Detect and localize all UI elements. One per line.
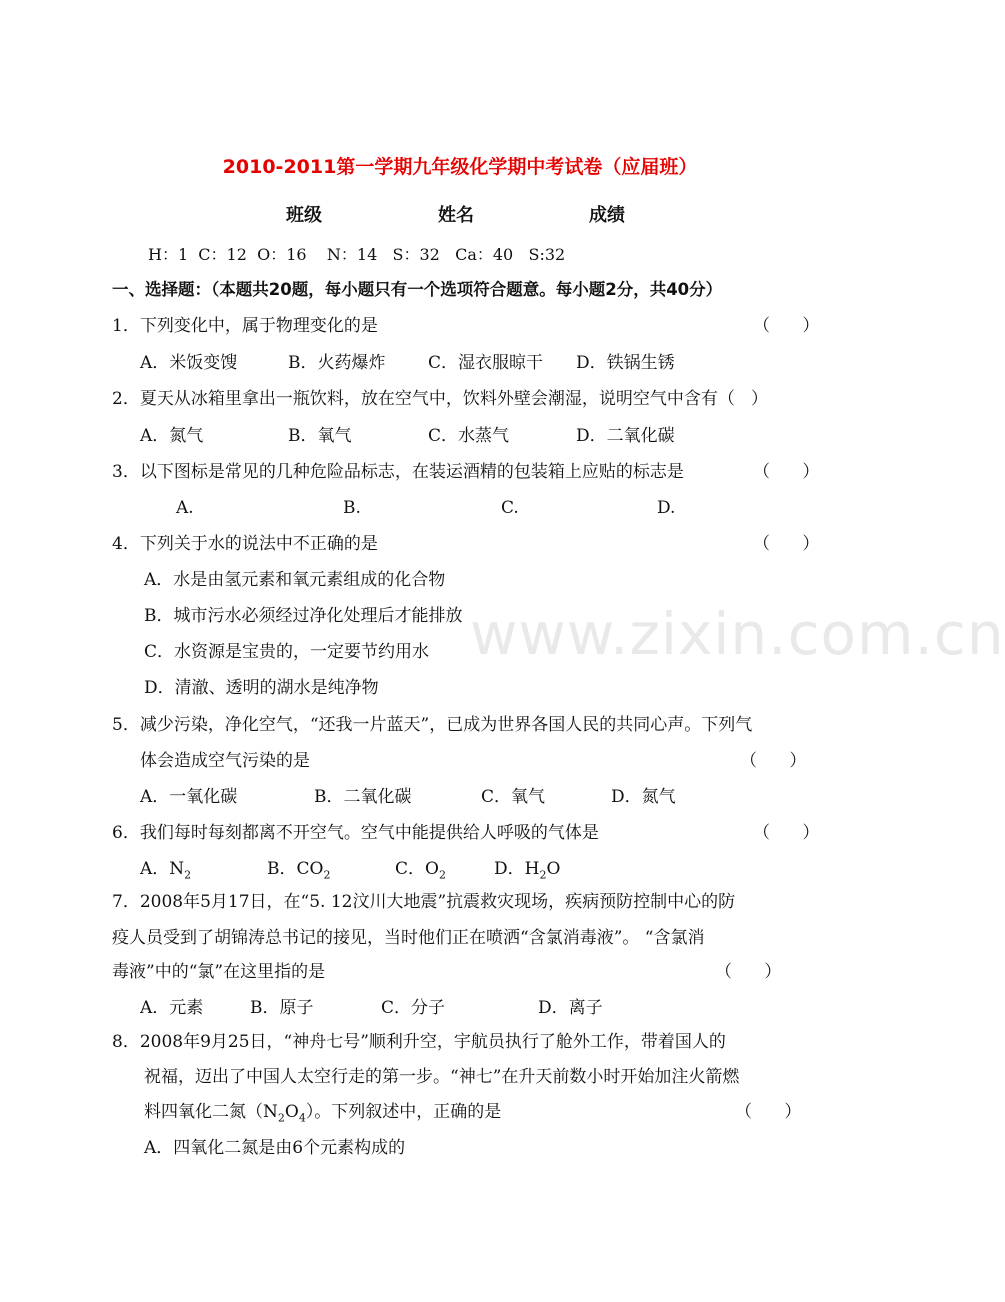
q6-option-b: B．$CO_2$ — [267, 859, 331, 882]
q5-option-b: B．二氧化碳 — [314, 787, 412, 807]
atomic-masses: H：1 C：12 O：16 N：14 S：32 Ca：40 S:32 — [148, 245, 566, 264]
watermark: www.zixin.com.cn — [470, 600, 1005, 668]
q3-answer-paren: （ ） — [753, 462, 820, 482]
q4-option-a: A．水是由氢元素和氧元素组成的化合物 — [144, 570, 446, 590]
q5-answer-paren: （ ） — [740, 751, 807, 771]
q8-stem-line1: 8．2008年9月25日，“神舟七号”顺利升空，宇航员执行了舱外工作，带着国人的 — [112, 1032, 726, 1052]
q7-stem-line3: 毒液”中的“氯”在这里指的是 — [112, 962, 326, 982]
q6-option-a: A．$N_2$ — [140, 859, 192, 882]
q8-stem-line3: 料四氧化二氮$(N_2O_4)$。下列叙述中，正确的是 — [144, 1102, 502, 1125]
q5-option-d: D．氮气 — [611, 787, 676, 807]
section-heading: 一、选择题：（本题共20题，每小题只有一个选项符合题意。每小题2分，共40分） — [112, 280, 723, 299]
q7-stem-line2: 疫人员受到了胡锦涛总书记的接见，当时他们正在喷洒“含氯消毒液”。 “含氯消 — [112, 928, 705, 948]
q5-option-a: A．一氧化碳 — [140, 787, 238, 807]
q1-option-c: C．湿衣服晾干 — [428, 353, 544, 373]
name-label: 姓名 — [438, 205, 474, 226]
exam-title: 2010-2011第一学期九年级化学期中考试卷（应届班） — [222, 156, 698, 178]
q1-option-b: B．火药爆炸 — [288, 353, 386, 373]
q7-option-d: D．离子 — [538, 998, 603, 1018]
q3-option-a: A. — [176, 498, 194, 518]
q8-stem-line2: 祝福，迈出了中国人太空行走的第一步。“神七”在升天前数小时开始加注火箭燃 — [144, 1067, 740, 1087]
q6-answer-paren: （ ） — [753, 823, 820, 843]
q7-option-a: A．元素 — [140, 998, 204, 1018]
q7-option-b: B．原子 — [250, 998, 314, 1018]
q4-stem: 4．下列关于水的说法中不正确的是 — [112, 534, 378, 554]
q1-stem: 1．下列变化中，属于物理变化的是 — [112, 316, 378, 336]
q5-stem-line1: 5．减少污染，净化空气，“还我一片蓝天”，已成为世界各国人民的共同心声。下列气 — [112, 715, 753, 735]
q3-stem: 3．以下图标是常见的几种危险品标志，在装运酒精的包装箱上应贴的标志是 — [112, 462, 684, 482]
q7-option-c: C．分子 — [381, 998, 446, 1018]
q2-option-d: D．二氧化碳 — [576, 426, 675, 446]
q6-option-d: D．$H_2O$ — [494, 859, 561, 882]
q2-option-c: C．水蒸气 — [428, 426, 510, 446]
q1-answer-paren: （ ） — [753, 316, 820, 336]
q6-stem: 6．我们每时每刻都离不开空气。空气中能提供给人呼吸的气体是 — [112, 823, 599, 843]
q4-option-b: B．城市污水必须经过净化处理后才能排放 — [144, 606, 463, 626]
q4-answer-paren: （ ） — [753, 534, 820, 554]
q6-option-c: C．$O_2$ — [395, 859, 446, 882]
q3-option-c: C. — [501, 498, 519, 518]
score-label: 成绩 — [589, 205, 625, 226]
q4-option-c: C．水资源是宝贵的，一定要节约用水 — [144, 642, 430, 662]
q1-option-d: D．铁锅生锈 — [576, 353, 675, 373]
q8-option-a: A．四氧化二氮是由6个元素构成的 — [144, 1138, 406, 1158]
q4-option-d: D．清澈、透明的湖水是纯净物 — [144, 678, 379, 698]
q8-answer-paren: （ ） — [735, 1102, 802, 1122]
q1-option-a: A．米饭变馊 — [140, 353, 238, 373]
q5-stem-line2: 体会造成空气污染的是 — [140, 751, 310, 771]
q7-stem-line1: 7．2008年5月17日，在“5. 12汶川大地震”抗震救灾现场，疾病预防控制中心的防 — [112, 892, 736, 912]
q2-option-a: A．氮气 — [140, 426, 204, 446]
class-label: 班级 — [286, 205, 322, 226]
q5-option-c: C．氧气 — [481, 787, 546, 807]
q2-option-b: B．氧气 — [288, 426, 352, 446]
q3-option-b: B. — [343, 498, 361, 518]
q2-stem: 2．夏天从冰箱里拿出一瓶饮料，放在空气中，饮料外壁会潮湿，说明空气中含有（ ） — [112, 389, 769, 409]
q3-option-d: D. — [657, 498, 676, 518]
q7-answer-paren: （ ） — [715, 962, 782, 982]
